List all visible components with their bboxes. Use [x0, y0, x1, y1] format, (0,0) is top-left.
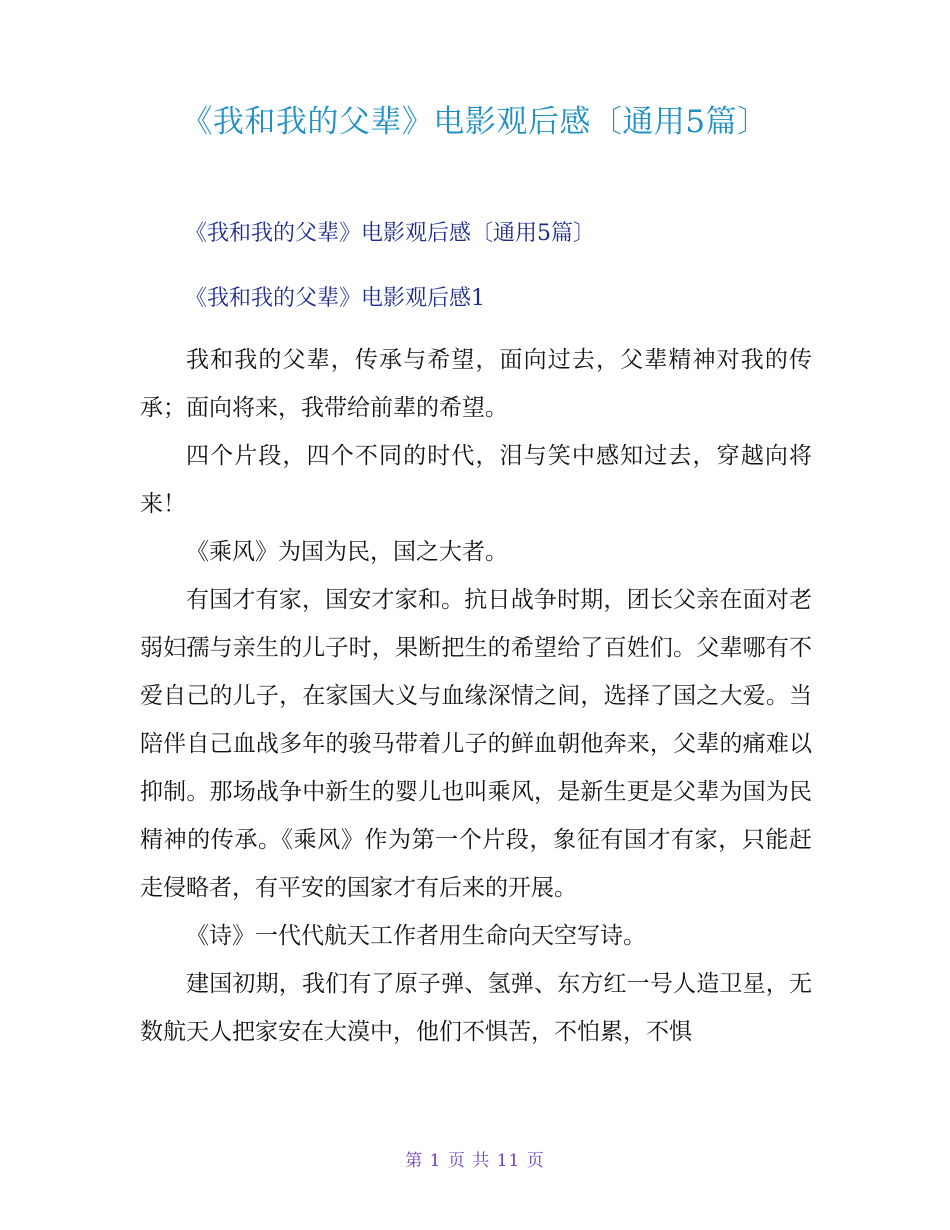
paragraph: 四个片段，四个不同的时代，泪与笑中感知过去，穿越向将来！	[140, 443, 812, 517]
paragraph: 有国才有家，国安才家和。抗日战争时期，团长父亲在面对老弱妇孺与亲生的儿子时，果断把生的希望给了百姓们。父辈哪有不爱自己的儿子，在家国大义与血缘深情之间，选择了国之大爱。当陪伴自己血战多年的骏马带着儿子的鲜血朝他奔来，父辈的痛难以抑制。那场战争中新生的婴儿也叫乘风，是新生更是父辈为国为民精神的传承。《乘风》作为第一个片段，象征有国才有家，只能赶走侵略者，有平安的国家才有后来的开展。	[140, 587, 812, 901]
paragraph: 建国初期，我们有了原子弹、氢弹、东方红一号人造卫星，无数航天人把家安在大漠中，他们不惧苦，不怕累，不惧	[140, 971, 812, 1045]
paragraph: 《诗》一代代航天工作者用生命向天空写诗。	[186, 923, 646, 949]
body-text	[140, 336, 812, 1056]
subtitle: 《我和我的父辈》电影观后感〔通用5篇〕	[185, 221, 595, 246]
page-title: 《我和我的父辈》电影观后感〔通用5篇〕	[181, 104, 769, 140]
paragraph: 《乘风》为国为民，国之大者。	[186, 539, 508, 565]
section-heading: 《我和我的父辈》电影观后感1	[185, 286, 485, 311]
paragraph: 我和我的父辈，传承与希望，面向过去，父辈精神对我的传承；面向将来，我带给前辈的希望。	[140, 347, 812, 421]
page-footer: 第 1 页 共 11 页	[405, 1151, 545, 1171]
